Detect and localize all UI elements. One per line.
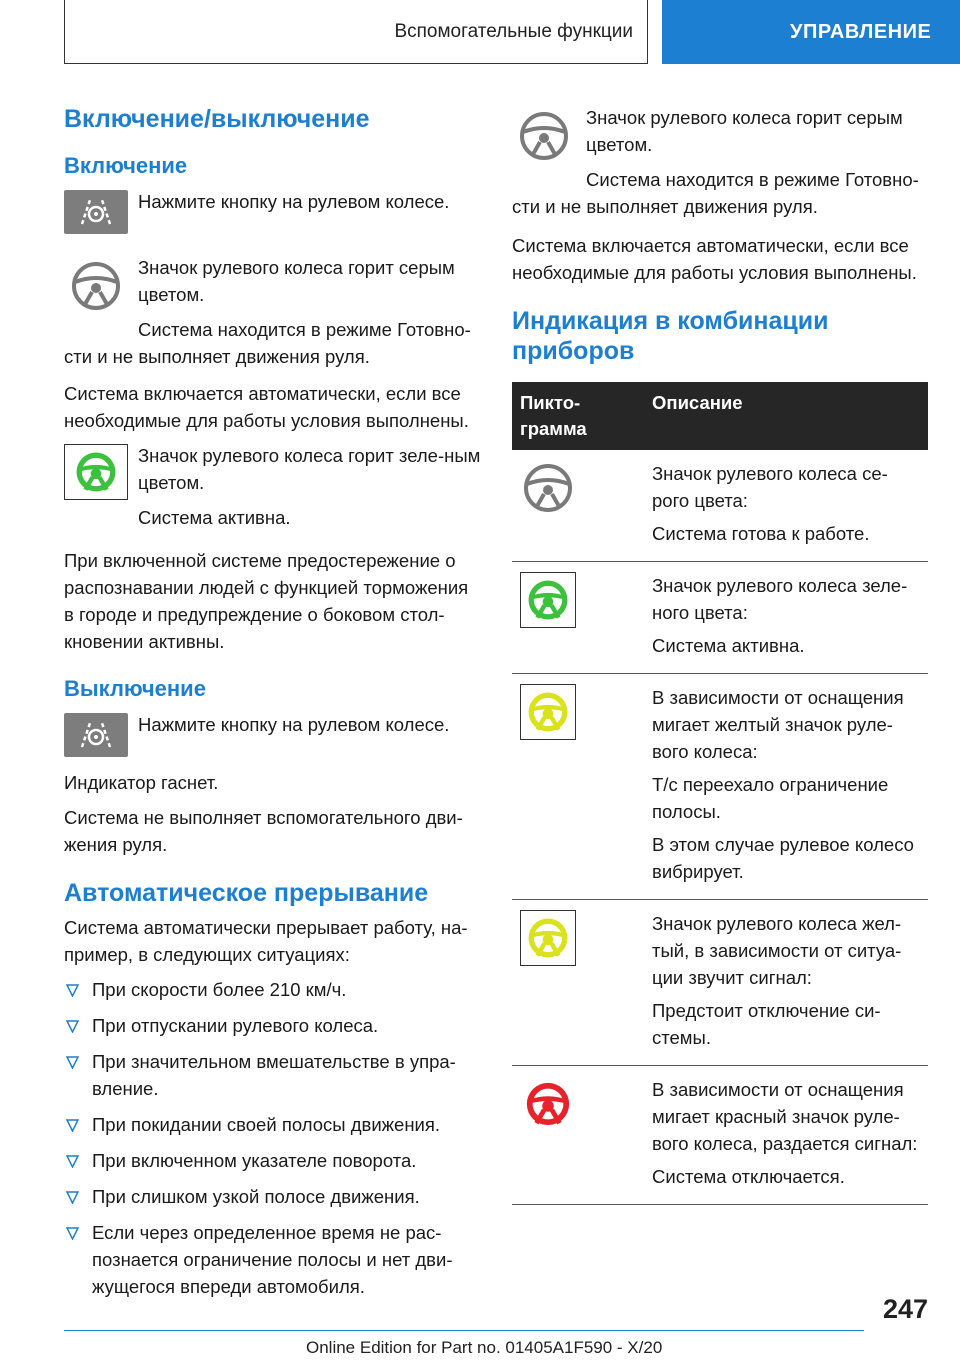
lane-assist-button-icon-off [64,713,128,757]
right-gray-wheel-para [512,104,928,220]
on-press-text: Нажмите кнопку на рулевом колесе. [138,191,450,212]
red-steering-wheel-icon [520,1076,576,1132]
heading-on: Включение [64,153,188,178]
auto-on-text: Система включается автоматически, если все необходимые для работы условия выполнены. [512,235,917,283]
triangle-bullet-icon [66,1020,79,1033]
green-steering-wheel-icon [520,572,576,628]
footer-edition: Online Edition for Part no. 01405A1F590 - X/20 [306,1338,663,1357]
no-assist-text: Система не выполняет вспомогательного дви-жения руля. [64,807,463,855]
header-chapter [662,0,960,64]
green-steering-wheel-icon [64,444,128,500]
gray-icon-text: Значок рулевого колеса горит серым цветом. [586,107,903,155]
triangle-bullet-icon [66,1155,79,1168]
right-column [512,104,928,1205]
gray-steering-wheel-icon [520,460,576,516]
auto-stop-intro: Система автоматически прерывает работу, на-пример, в следующих ситуациях: [64,917,468,965]
table-row: Значок рулевого колеса се-рого цвета: Система готова к работе. [512,450,928,562]
gray-wheel-para [64,254,482,370]
chapter-title: УПРАВЛЕНИЕ [790,20,932,43]
triangle-bullet-icon [66,1227,79,1240]
ready-mode-text: Система находится в режиме Готовно-сти и не выполняет движения руля. [512,169,919,217]
ready-mode-text: Система находится в режиме Готовно-сти и не выполняет движения руля. [64,319,471,367]
list-item: При отпускании рулевого колеса. [64,1012,482,1039]
list-item: При покидании своей полосы движения. [64,1111,482,1138]
table-row: В зависимости от оснащения мигает желтый значок руле-вого колеса: Т/с переехало ограничение полосы. В этом случае рулевое колесо вибрирует. [512,674,928,900]
off-press-text: Нажмите кнопку на рулевом колесе. [138,714,450,735]
yellow-steering-wheel-icon [520,684,576,740]
table-row: В зависимости от оснащения мигает красный значок руле-вого колеса, раздается сигнал: Система отключается. [512,1066,928,1205]
active-text: Система активна. [138,507,291,528]
col-description-header: Описание [644,382,928,450]
heading-indication: Индикация в комбинации приборов [512,307,829,365]
on-button-para [64,188,482,240]
footer-divider [64,1330,864,1331]
section-title: Вспомогательные функции [394,21,633,42]
lane-assist-button-icon [64,190,128,234]
gray-icon-text: Значок рулевого колеса горит серым цветом. [138,257,455,305]
table-row: Значок рулевого колеса зеле-ного цвета: Система активна. [512,562,928,674]
indicator-table [512,382,928,1205]
table-row: Значок рулевого колеса жел-тый, в зависимости от ситуа-ции звучит сигнал: Предстоит отключение си-стемы. [512,900,928,1066]
green-wheel-para [64,442,482,539]
list-item: При значительном вмешательстве в упра-вление. [64,1048,482,1102]
heading-auto-stop: Автоматическое прерывание [64,879,429,907]
indicator-off-text: Индикатор гаснет. [64,772,219,793]
yellow-steering-wheel-icon [520,910,576,966]
page-number: 247 [882,1294,928,1324]
auto-on-text: Система включается автоматически, если все необходимые для работы условия выполнены. [64,383,469,431]
left-column [64,96,482,1309]
gray-steering-wheel-icon [64,258,128,314]
off-button-para [64,711,482,763]
heading-off: Выключение [64,676,206,701]
auto-stop-list [64,976,482,1300]
triangle-bullet-icon [66,1056,79,1069]
list-item: При слишком узкой полосе движения. [64,1183,482,1210]
triangle-bullet-icon [66,984,79,997]
list-item: При включенном указателе поворота. [64,1147,482,1174]
triangle-bullet-icon [66,1191,79,1204]
warnings-active-text: При включенной системе предостережение о распознавании людей с функцией торможения в городе и предупреждение о боковом стол-кновении активны. [64,550,469,652]
gray-steering-wheel-icon [512,108,576,164]
header-section-title [64,0,648,64]
green-icon-text: Значок рулевого колеса горит зеле-ным цветом. [138,445,481,493]
col-pictogram-header: Пикто-грамма [512,382,644,450]
heading-onoff: Включение/выключение [64,105,370,133]
list-item: Если через определенное время не рас-познается ограничение полосы и нет дви-жущегося впереди автомобиля. [64,1219,482,1300]
triangle-bullet-icon [66,1119,79,1132]
list-item: При скорости более 210 км/ч. [64,976,482,1003]
